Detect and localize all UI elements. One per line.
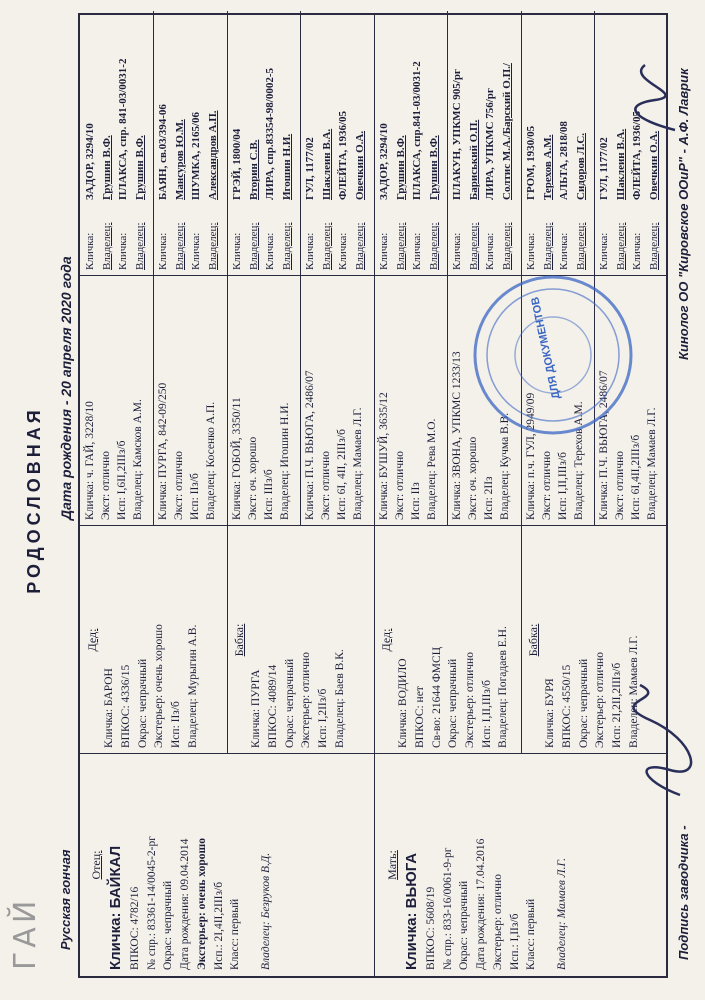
gen4-row <box>409 17 426 270</box>
gen4-value: ГРЭЙ, 1800/04 <box>231 128 243 200</box>
gen4-row <box>132 17 149 270</box>
gen4-value: ГУЛ, 1177/02 <box>598 137 610 200</box>
grandparent-line: Экстерьер: отлично <box>594 652 607 748</box>
breed-label: Русская гончая <box>58 849 73 950</box>
gen4-value: Сидоров Л.С. <box>574 132 587 200</box>
gen4-key: Кличка: <box>337 232 349 270</box>
grandparent-name: Кличка: БУРЯ <box>544 678 557 748</box>
grandparent-owner: Владелец: Погадаев Е.Н. <box>497 626 510 748</box>
great-grandparent-name: Кличка: П.Ч. ВЬЮГА, 2486/07 <box>304 370 316 520</box>
grandparent-header: Бабка: <box>232 623 246 657</box>
gen4-value: ЗАДОР, 3294/10 <box>84 123 96 200</box>
gen4-value: БАЯН, св.03/394-06 <box>157 104 169 200</box>
grandparent-line: Экстерьер: отлично <box>300 652 313 748</box>
great-grandparent-cell <box>227 276 300 526</box>
gen4-key: Владелец: <box>500 222 513 270</box>
mother-birthdate: Дата рождения: 17.04.2016 <box>475 838 488 970</box>
gen4-row <box>449 17 466 270</box>
gen4-key: Кличка: <box>117 232 129 270</box>
great-grandparent-line: Экст: оч. хорошо <box>467 436 480 520</box>
gen4-value: Терехов А.М. <box>541 134 554 200</box>
gen4-value: ПЛАКУН, УПКМС 905/рг <box>451 69 463 200</box>
gen4-key: Владелец: <box>247 222 260 270</box>
gen4-value: Мансуров Ю.М. <box>173 119 186 200</box>
gen4-value: Шаклеин В.А. <box>320 128 333 200</box>
great-grandparent-line: Исп: 6I, 4II, 2IIIз/б <box>336 429 349 520</box>
father-name: Кличка: БАЙКАЛ <box>107 845 125 970</box>
great-grandparent-owner: Владелец: Мамаев Л.Г. <box>646 407 659 520</box>
gen4-cell <box>300 11 374 276</box>
gen4-row <box>613 17 630 270</box>
gen4-row <box>426 17 443 270</box>
gen4-value: Грушин В.Ф. <box>133 135 146 200</box>
pedigree-table <box>78 13 668 978</box>
grandparent-line: Окрас: чепрачный <box>283 658 296 748</box>
gen4-key: Кличка: <box>525 232 537 270</box>
gen4-key: Владелец: <box>574 222 587 270</box>
great-grandparent-owner: Владелец: Камсков А.М. <box>132 399 145 520</box>
gen4-row <box>279 17 296 270</box>
gen4-row <box>172 17 189 270</box>
gen4-row <box>246 17 263 270</box>
handwritten-note: ГАЙ <box>8 896 43 970</box>
cynologist-name: А.Ф. Лаврик <box>676 68 691 146</box>
mother-tests: Исп.: I,IIз/б <box>508 913 521 970</box>
grandparent-name: Кличка: ПУРГА <box>250 669 263 748</box>
gen4-key: Владелец: <box>614 222 627 270</box>
grandparent-line: Экстерьер: отлично <box>464 652 477 748</box>
stamp-label: ДЛЯ ДОКУМЕНТОВ <box>529 295 563 401</box>
grandparent-header: Дед: <box>85 628 99 652</box>
gen4-key: Владелец: <box>647 222 660 270</box>
gen4-key: Владелец: <box>133 222 146 270</box>
gen4-value: Вторин С.В. <box>247 139 260 200</box>
gen4-cell <box>374 11 447 276</box>
gen4-cell <box>80 11 153 276</box>
grandparent-line: ВПКОС: нет <box>414 686 427 748</box>
grandsire-paternal <box>80 526 227 754</box>
great-grandparent-owner: Владелец: Мамаев Л.Г. <box>352 407 365 520</box>
grandparent-line: Экстерьер: очень хорошо <box>153 624 166 748</box>
great-grandparent-owner: Владелец: Рева М.О. <box>426 418 439 520</box>
gen4-key: Владелец: <box>280 222 293 270</box>
gen4-cell <box>227 11 300 276</box>
gen4-value: ЗАДОР, 3294/10 <box>378 123 390 200</box>
gen4-value: Овечкин О.А. <box>353 130 366 200</box>
gen4-row <box>319 17 336 270</box>
gen4-cell <box>521 11 594 276</box>
grandparent-line: Св-во: 21644 ФМСЦ <box>430 646 443 748</box>
gen4-key: Кличка: <box>451 232 463 270</box>
mother-exterior: Экстерьер: отлично <box>491 874 504 970</box>
gen4-row <box>335 17 352 270</box>
grandsire-maternal <box>374 526 521 754</box>
great-grandparent-line: Экст: отлично <box>394 450 407 520</box>
gen4-value: Александров А.П. <box>206 110 219 200</box>
father-registry: № спр.: 83361-14/0045-2-рг <box>145 836 158 970</box>
gen4-value: Солтис М.А./Барский О.П./ <box>500 63 513 200</box>
great-grandparent-line: Экст: отлично <box>173 450 186 520</box>
great-grandparent-owner: Владелец: Игошин Н.И. <box>279 402 292 520</box>
grandparent-owner: Владелец: Мамаев Л.Г. <box>627 635 640 748</box>
father-class: Класс: первый <box>229 898 242 970</box>
great-grandparent-line: Исп: 2IIз <box>483 476 496 520</box>
gen4-value: ЛИРА, спр.83354-98/0002-5 <box>264 68 276 200</box>
great-grandparent-line: Исп: I,6II,2IIIз/б <box>116 440 129 520</box>
grandparent-line: ВПКОС: 4336/15 <box>120 664 133 748</box>
great-grandparent-name: Кличка: п.ч. ГУЛ, 2949/09 <box>525 392 537 520</box>
father-vpkos: ВПКОС: 4782/16 <box>129 886 142 970</box>
gen4-key: Владелец: <box>100 222 113 270</box>
gen4-row <box>352 17 369 270</box>
great-grandparent-name: Кличка: БУШУЙ, 3635/12 <box>378 392 390 520</box>
great-grandparent-line: Исп: I,II,IIIз/б <box>557 452 570 520</box>
mother-owner: Владелец: Мамаев Л.Г. <box>555 857 568 970</box>
grandparent-line: Окрас: чепрачный <box>136 658 149 748</box>
gen4-key: Владелец: <box>353 222 366 270</box>
gen4-row <box>556 17 573 270</box>
gen4-value: Грушин В.Ф. <box>427 135 440 200</box>
grandparent-line: ВПКОС: 4550/15 <box>561 664 574 748</box>
mother-color: Окрас: чепрачный <box>458 880 471 970</box>
great-grandparent-line: Экст: отлично <box>541 450 554 520</box>
great-grandparent-line: Исп: IIIз/б <box>263 469 276 520</box>
grandparent-line: Исп: 2I,2II,2IIIз/б <box>611 662 624 748</box>
breeder-signature-label: Подпись заводчика - <box>676 825 691 960</box>
gen4-row <box>523 17 540 270</box>
grandparent-line: ВПКОС: 4089/14 <box>267 664 280 748</box>
gen4-row <box>376 17 393 270</box>
great-grandparent-cell <box>300 276 374 526</box>
gen4-value: Грушин В.Ф. <box>100 135 113 200</box>
gen4-row <box>596 17 613 270</box>
gen4-key: Кличка: <box>558 232 570 270</box>
grandparent-header: Дед: <box>379 628 393 652</box>
great-grandparent-cell <box>153 276 227 526</box>
gen4-row <box>229 17 246 270</box>
great-grandparent-name: Кличка: ч. ГАЙ, 3228/10 <box>84 401 96 520</box>
gen4-row <box>393 17 410 270</box>
grandparent-name: Кличка: ВОДИЛО <box>397 658 410 748</box>
gen4-value: Грушин В.Ф. <box>394 135 407 200</box>
gen4-value: АЛЬТА, 2818/08 <box>558 121 570 200</box>
grandparent-owner: Владелец: Баев В.К. <box>333 649 346 748</box>
great-grandparent-owner: Владелец: Косенко А.П. <box>205 401 218 520</box>
great-grandparent-cell <box>374 276 447 526</box>
gen4-key: Кличка: <box>264 232 276 270</box>
mother-name: Кличка: ВЬЮГА <box>403 852 421 970</box>
gen4-row <box>188 17 205 270</box>
great-grandparent-name: Кличка: ПУРГА, 842-09/250 <box>157 382 169 520</box>
gen4-key: Кличка: <box>378 232 390 270</box>
gen4-key: Владелец: <box>467 222 480 270</box>
great-grandparent-line: Исп: IIз/б <box>189 473 202 520</box>
gen4-value: Игошин Н.И. <box>280 133 293 200</box>
gen4-key: Владелец: <box>541 222 554 270</box>
gen4-cell <box>594 11 670 276</box>
gen4-key: Владелец: <box>427 222 440 270</box>
gen4-row <box>573 17 590 270</box>
gen4-row <box>155 17 172 270</box>
father-owner: Владелец: Безруков В.Д. <box>259 852 272 970</box>
mother-class: Класс: первый <box>525 898 538 970</box>
birth-date: Дата рождения - 20 апреля 2020 года <box>58 256 74 520</box>
great-grandparent-line: Исп: 6I,4II,2IIIз/б <box>630 434 643 520</box>
mother-cell <box>374 754 670 976</box>
gen4-row <box>262 17 279 270</box>
great-grandparent-cell <box>80 276 153 526</box>
mother-registry: № спр.: 833-16/0061-9-рг <box>441 847 454 970</box>
gen4-key: Кличка: <box>84 232 96 270</box>
gen4-value: ЛИРА, УПКМС 756/рг <box>484 88 496 200</box>
gen4-key: Кличка: <box>598 232 610 270</box>
gen4-row <box>499 17 516 270</box>
gen4-key: Владелец: <box>173 222 186 270</box>
gen4-key: Кличка: <box>631 232 643 270</box>
grandparent-line: Исп: I,2IIз/б <box>317 688 330 748</box>
cynologist-signature <box>615 60 685 140</box>
gen4-key: Кличка: <box>304 232 316 270</box>
gen4-key: Кличка: <box>411 232 423 270</box>
great-grandparent-line: Экст: отлично <box>320 450 333 520</box>
great-grandparent-line: Экст: отлично <box>100 450 113 520</box>
gen4-key: Кличка: <box>484 232 496 270</box>
gen4-value: ФЛЕЙТА, 1936/05 <box>337 111 349 200</box>
great-grandparent-name: Кличка: ЗВОНА, УПКМС 1233/13 <box>451 351 463 520</box>
gen4-row <box>82 17 99 270</box>
gen4-row <box>99 17 116 270</box>
grandparent-owner: Владелец: Мурыгин А.В. <box>186 624 199 748</box>
cynologist-label: Кинолог ОО "Кировское ООиР" - <box>676 148 691 360</box>
breeder-signature <box>630 680 700 800</box>
gen4-cell <box>447 11 521 276</box>
grandparent-line: Исп: IIз/б <box>170 701 183 748</box>
gen4-key: Кличка: <box>231 232 243 270</box>
gen4-row <box>115 17 132 270</box>
gen4-key: Владелец: <box>206 222 219 270</box>
father-exterior: Экстерьер: очень хорошо <box>195 838 208 970</box>
page-title: РОДОСЛОВНАЯ <box>24 406 44 594</box>
gen4-value: ГРОМ, 1930/05 <box>525 125 537 200</box>
grandparent-line: Окрас: чепрачный <box>447 658 460 748</box>
gen4-row <box>205 17 222 270</box>
gen4-column <box>80 11 670 276</box>
gen4-row <box>540 17 557 270</box>
mother-header: Мать: <box>385 850 399 880</box>
grandparent-line: Исп: I,II,IIIз/б <box>480 680 493 748</box>
gen4-value: ШУМКА, 2165/06 <box>190 111 202 200</box>
granddam-paternal <box>227 526 374 754</box>
gen4-value: Овечкин О.А. <box>647 130 660 200</box>
great-grandparent-line: Экст: отлично <box>614 450 627 520</box>
father-color: Окрас: чепрачный <box>162 880 175 970</box>
father-birthdate: Дата рождения: 09.04.2014 <box>179 838 192 970</box>
grandparent-line: Окрас: чепрачный <box>577 658 590 748</box>
great-grandparent-owner: Владелец: Терехов А.М. <box>573 401 586 520</box>
gen4-key: Владелец: <box>320 222 333 270</box>
great-grandparent-line: Исп: IIз <box>410 482 423 520</box>
gen4-key: Владелец: <box>394 222 407 270</box>
gen4-value: ФЛЕЙТА, 1936/05 <box>631 111 643 200</box>
grandparent-header: Бабка: <box>526 623 540 657</box>
gen4-row <box>646 17 663 270</box>
great-grandparent-name: Кличка: ГОБОЙ, 3350/11 <box>231 397 243 520</box>
gen4-value: ПЛАКСА, спр.841-03/0031-2 <box>411 61 423 200</box>
gen4-row <box>466 17 483 270</box>
father-header: Отец: <box>89 850 103 880</box>
gen4-value: ГУЛ, 1177/02 <box>304 137 316 200</box>
gen4-key: Кличка: <box>157 232 169 270</box>
great-grandparent-owner: Владелец: Кучма В.В. <box>499 412 512 520</box>
great-grandparent-name: Кличка: П.Ч. ВЬЮГА, 2486/07 <box>598 370 610 520</box>
father-tests: Исп.: 2I,4II,2IIIз/б <box>212 881 225 970</box>
gen4-cell <box>153 11 227 276</box>
gen4-value: Бариський О.П. <box>467 119 480 200</box>
gen4-value: Шаклеин В.А. <box>614 128 627 200</box>
gen4-row <box>629 17 646 270</box>
gen4-row <box>482 17 499 270</box>
gen4-value: ПЛАКСА, спр. 841-03/0031-2 <box>117 58 129 200</box>
gen4-key: Кличка: <box>190 232 202 270</box>
father-cell <box>80 754 374 976</box>
mother-vpkos: ВПКОС: 5608/19 <box>425 886 438 970</box>
great-grandparent-line: Экст: оч. хорошо <box>247 436 260 520</box>
gen4-row <box>302 17 319 270</box>
grandparent-name: Кличка: БАРОН <box>103 668 116 748</box>
